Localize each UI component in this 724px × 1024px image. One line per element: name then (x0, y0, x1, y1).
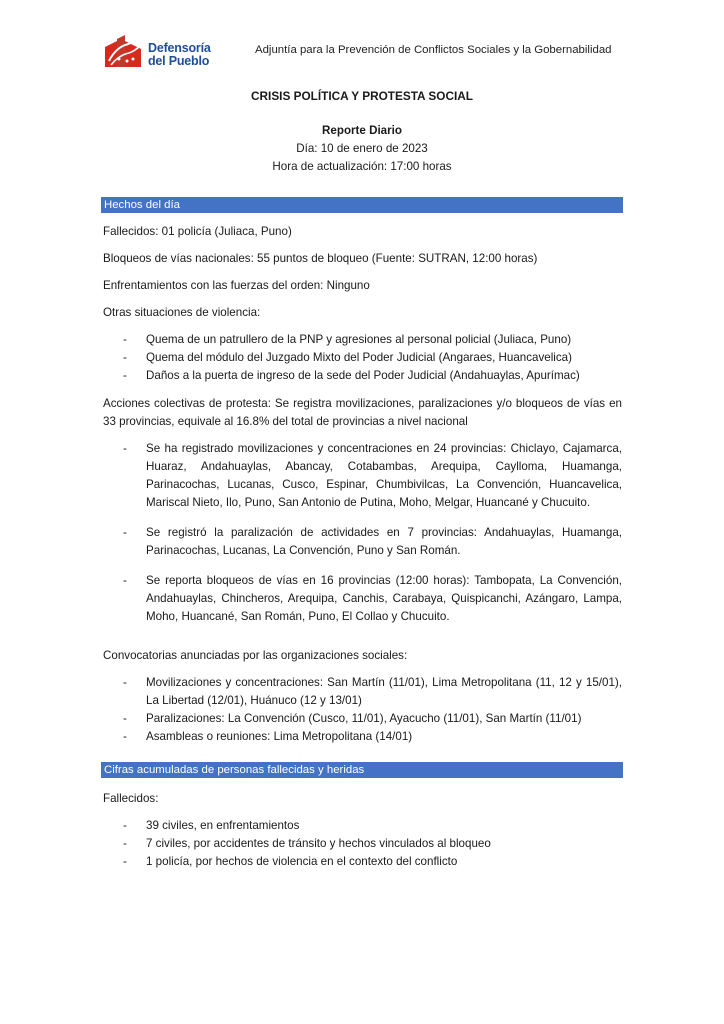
list-marker: - (123, 730, 127, 743)
list-item: - Quema del módulo del Juzgado Mixto del Poder Judicial (Angaraes, Huancavelica) (103, 349, 622, 367)
list-marker: - (123, 526, 127, 539)
report-update-time: Hora de actualización: 17:00 horas (272, 160, 452, 173)
page-header (103, 28, 623, 78)
list-marker: - (123, 333, 127, 346)
convocatorias-heading: Convocatorias anunciadas por las organizaciones sociales: (103, 649, 408, 662)
logo-line-1: Defensoría (148, 41, 211, 55)
otras-situaciones-list (103, 331, 622, 385)
list-marker: - (123, 676, 127, 689)
acciones-paragraph: Acciones colectivas de protesta: Se registra movilizaciones, paralizaciones y/o bloqueos de vías en 33 provincias, equivale al 16.8% del total de provincias a nivel nacional (103, 397, 622, 428)
list-item: - Se reporta bloqueos de vías en 16 provincias (12:00 horas): Tambopata, La Convención, Andahuaylas, Chincheros, Arequipa, Canchis, Carabaya, Quispicanchi, Azángaro, Lampa, Moho, Huancané, San Román, Puno, El Collao y Chucuito. (123, 574, 622, 623)
list-marker: - (123, 712, 127, 725)
list-marker: - (123, 574, 127, 587)
section-bar-cifras: Cifras acumuladas de personas fallecidas y heridas (101, 762, 623, 778)
report-heading: Reporte Diario (322, 124, 402, 137)
list-item: - Paralizaciones: La Convención (Cusco, 11/01), Ayacucho (11/01), San Martín (11/01) (103, 710, 622, 728)
report-date: Día: 10 de enero de 2023 (296, 142, 428, 155)
section-bar-hechos: Hechos del día (101, 197, 623, 213)
list-item: - Daños a la puerta de ingreso de la sede del Poder Judicial (Andahuaylas, Apurímac) (103, 367, 622, 385)
convocatorias-list (103, 674, 622, 746)
acciones-list (103, 440, 622, 638)
list-item: - Se ha registrado movilizaciones y concentraciones en 24 provincias: Chiclayo, Cajamarca, Huaraz, Andahuaylas, Abancay, Cotabambas, Arequipa, Caylloma, Huamanga, Parinacochas, Lucanas, Cusco, Espinar, Chumbivilcas, La Convención, Huancavelica, Mariscal Nieto, Ilo, Puno, San Antonio de Putina, Moho, Melgar, Huancané y Chucuito. (123, 442, 622, 509)
bloqueos-line: Bloqueos de vías nacionales: 55 puntos de bloqueo (Fuente: SUTRAN, 12:00 horas) (103, 252, 538, 265)
report-info (0, 122, 724, 176)
enfrentamientos-line: Enfrentamientos con las fuerzas del orden: Ninguno (103, 279, 370, 292)
list-marker: - (123, 369, 127, 382)
logo-line-2: del Pueblo (148, 54, 210, 68)
fallecidos-line: Fallecidos: 01 policía (Juliaca, Puno) (103, 225, 292, 238)
list-marker: - (123, 351, 127, 364)
logo (103, 28, 223, 76)
document-title: CRISIS POLÍTICA Y PROTESTA SOCIAL (251, 89, 473, 103)
otras-situaciones-heading: Otras situaciones de violencia: (103, 306, 261, 319)
list-marker: - (123, 837, 127, 850)
org-title: Adjuntía para la Prevención de Conflictos Sociales y la Gobernabilidad (255, 44, 612, 56)
list-item: - Movilizaciones y concentraciones: San Martín (11/01), Lima Metropolitana (11, 12 y 15/01), La Libertad (12/01), Huánuco (12 y 13/01) (123, 676, 622, 707)
fallecidos-list (103, 817, 622, 871)
list-item: - Se registró la paralización de actividades en 7 provincias: Andahuaylas, Huamanga, Parinacochas, Lucanas, La Convención, Puno y San Román. (123, 526, 622, 557)
list-marker: - (123, 442, 127, 455)
list-item: - 39 civiles, en enfrentamientos (103, 817, 622, 835)
list-marker: - (123, 855, 127, 868)
defensoria-logo-icon (103, 31, 145, 71)
list-item: - 1 policía, por hechos de violencia en el contexto del conflicto (103, 853, 622, 871)
list-item: - Quema de un patrullero de la PNP y agresiones al personal policial (Juliaca, Puno) (103, 331, 622, 349)
list-item: - Asambleas o reuniones: Lima Metropolitana (14/01) (103, 728, 622, 746)
list-item: - 7 civiles, por accidentes de tránsito y hechos vinculados al bloqueo (103, 835, 622, 853)
logo-text (148, 42, 211, 68)
fallecidos-heading: Fallecidos: (103, 792, 159, 805)
list-marker: - (123, 819, 127, 832)
